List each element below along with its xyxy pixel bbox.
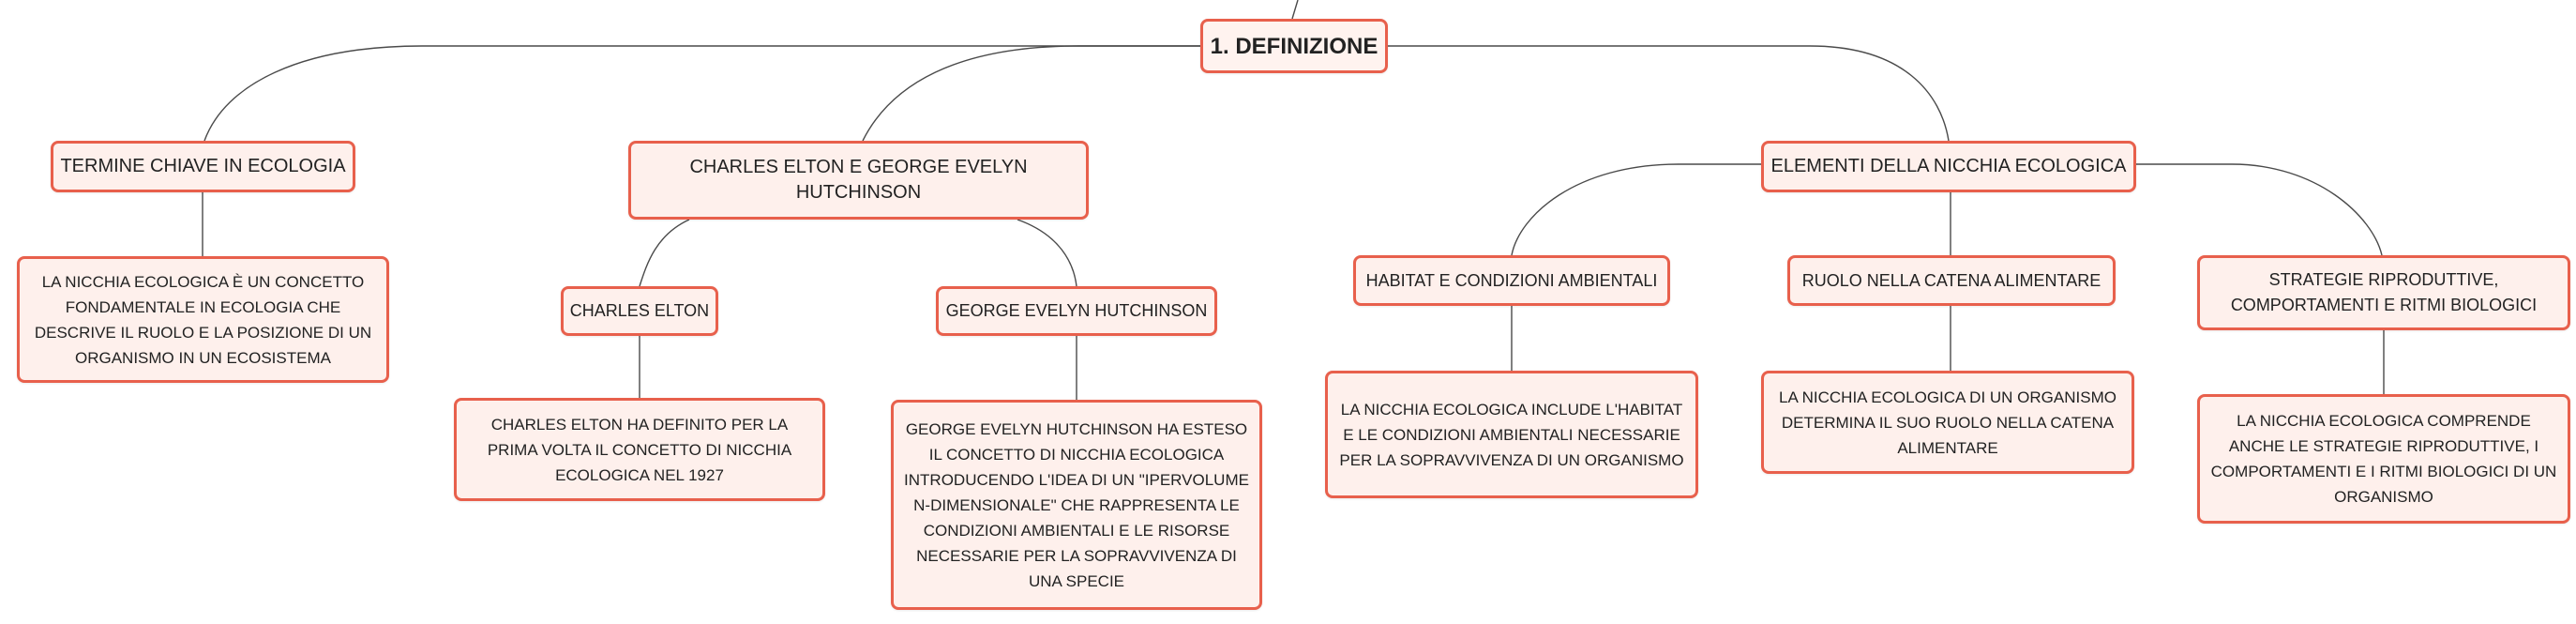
node-charles-elton[interactable]: [561, 286, 718, 336]
node-habitat-detail[interactable]: [1325, 371, 1698, 498]
node-detail-text: GEORGE EVELYN HUTCHINSON HA ESTESO IL CONCETTO DI NICCHIA ECOLOGICA INTRODUCENDO L'IDEA DI UN "IPERVOLUME N-DIMENSIONALE" CHE RAPPRESENTA LE CONDIZIONI AMBIENTALI E LE RISORSE NECESSARIE PER LA SOPRAVVIVENZA DI UNA SPECIE: [904, 419, 1249, 590]
node-george-hutchinson[interactable]: [936, 286, 1217, 336]
node-label: CHARLES ELTON E GEORGE EVELYN HUTCHINSON: [689, 157, 1028, 203]
root-node[interactable]: [1200, 19, 1388, 73]
connector-root-elementi: [1388, 46, 1949, 141]
node-termine-chiave[interactable]: [51, 141, 355, 192]
node-label: RUOLO NELLA CATENA ALIMENTARE: [1801, 270, 2101, 290]
node-habitat[interactable]: [1353, 255, 1670, 306]
connector-eh-elton: [640, 220, 689, 286]
node-strategie[interactable]: [2197, 255, 2570, 330]
node-label: STRATEGIE RIPRODUTTIVE, COMPORTAMENTI E RITMI BIOLOGICI: [2230, 270, 2538, 314]
node-detail-text: CHARLES ELTON HA DEFINITO PER LA PRIMA VOLTA IL CONCETTO DI NICCHIA ECOLOGICA NEL 1927: [487, 415, 792, 484]
node-detail-text: LA NICCHIA ECOLOGICA È UN CONCETTO FONDAMENTALE IN ECOLOGIA CHE DESCRIVE IL RUOLO E LA POSIZIONE DI UN ORGANISMO IN UN ECOSISTEMA: [34, 272, 372, 367]
root-label: 1. DEFINIZIONE: [1210, 33, 1378, 59]
node-detail-text: LA NICCHIA ECOLOGICA COMPRENDE ANCHE LE STRATEGIE RIPRODUTTIVE, I COMPORTAMENTI E I RITMI BIOLOGICI DI UN ORGANISMO: [2210, 412, 2557, 506]
node-george-hutchinson-detail[interactable]: [891, 400, 1262, 610]
node-termine-chiave-detail[interactable]: [17, 256, 389, 383]
node-label: TERMINE CHIAVE IN ECOLOGIA: [60, 156, 346, 176]
connector-elementi-habitat: [1512, 164, 1761, 255]
node-ruolo-catena[interactable]: [1787, 255, 2116, 306]
node-elementi-nicchia[interactable]: [1761, 141, 2136, 192]
node-charles-elton-detail[interactable]: [454, 398, 825, 501]
node-label: HABITAT E CONDIZIONI AMBIENTALI: [1365, 270, 1658, 290]
connector-eh-hutchinson: [1017, 220, 1077, 286]
node-detail-text: LA NICCHIA ECOLOGICA DI UN ORGANISMO DETERMINA IL SUO RUOLO NELLA CATENA ALIMENTARE: [1779, 388, 2117, 457]
node-strategie-detail[interactable]: [2197, 394, 2570, 524]
node-elton-hutchinson[interactable]: [628, 141, 1089, 220]
connector-elementi-strategie: [2136, 164, 2382, 255]
node-label: GEORGE EVELYN HUTCHINSON: [945, 301, 1208, 320]
node-label: ELEMENTI DELLA NICCHIA ECOLOGICA: [1770, 156, 2127, 176]
node-detail-text: LA NICCHIA ECOLOGICA INCLUDE L'HABITAT E LE CONDIZIONI AMBIENTALI NECESSARIE PER LA SOPRAVVIVENZA DI UN ORGANISMO: [1339, 400, 1684, 469]
connector-root-elton-hutchinson: [863, 46, 1200, 141]
connector-root-termine: [204, 46, 1200, 141]
node-ruolo-catena-detail[interactable]: [1761, 371, 2134, 474]
node-label: CHARLES ELTON: [569, 301, 710, 320]
connector-parent: [1292, 0, 1298, 19]
